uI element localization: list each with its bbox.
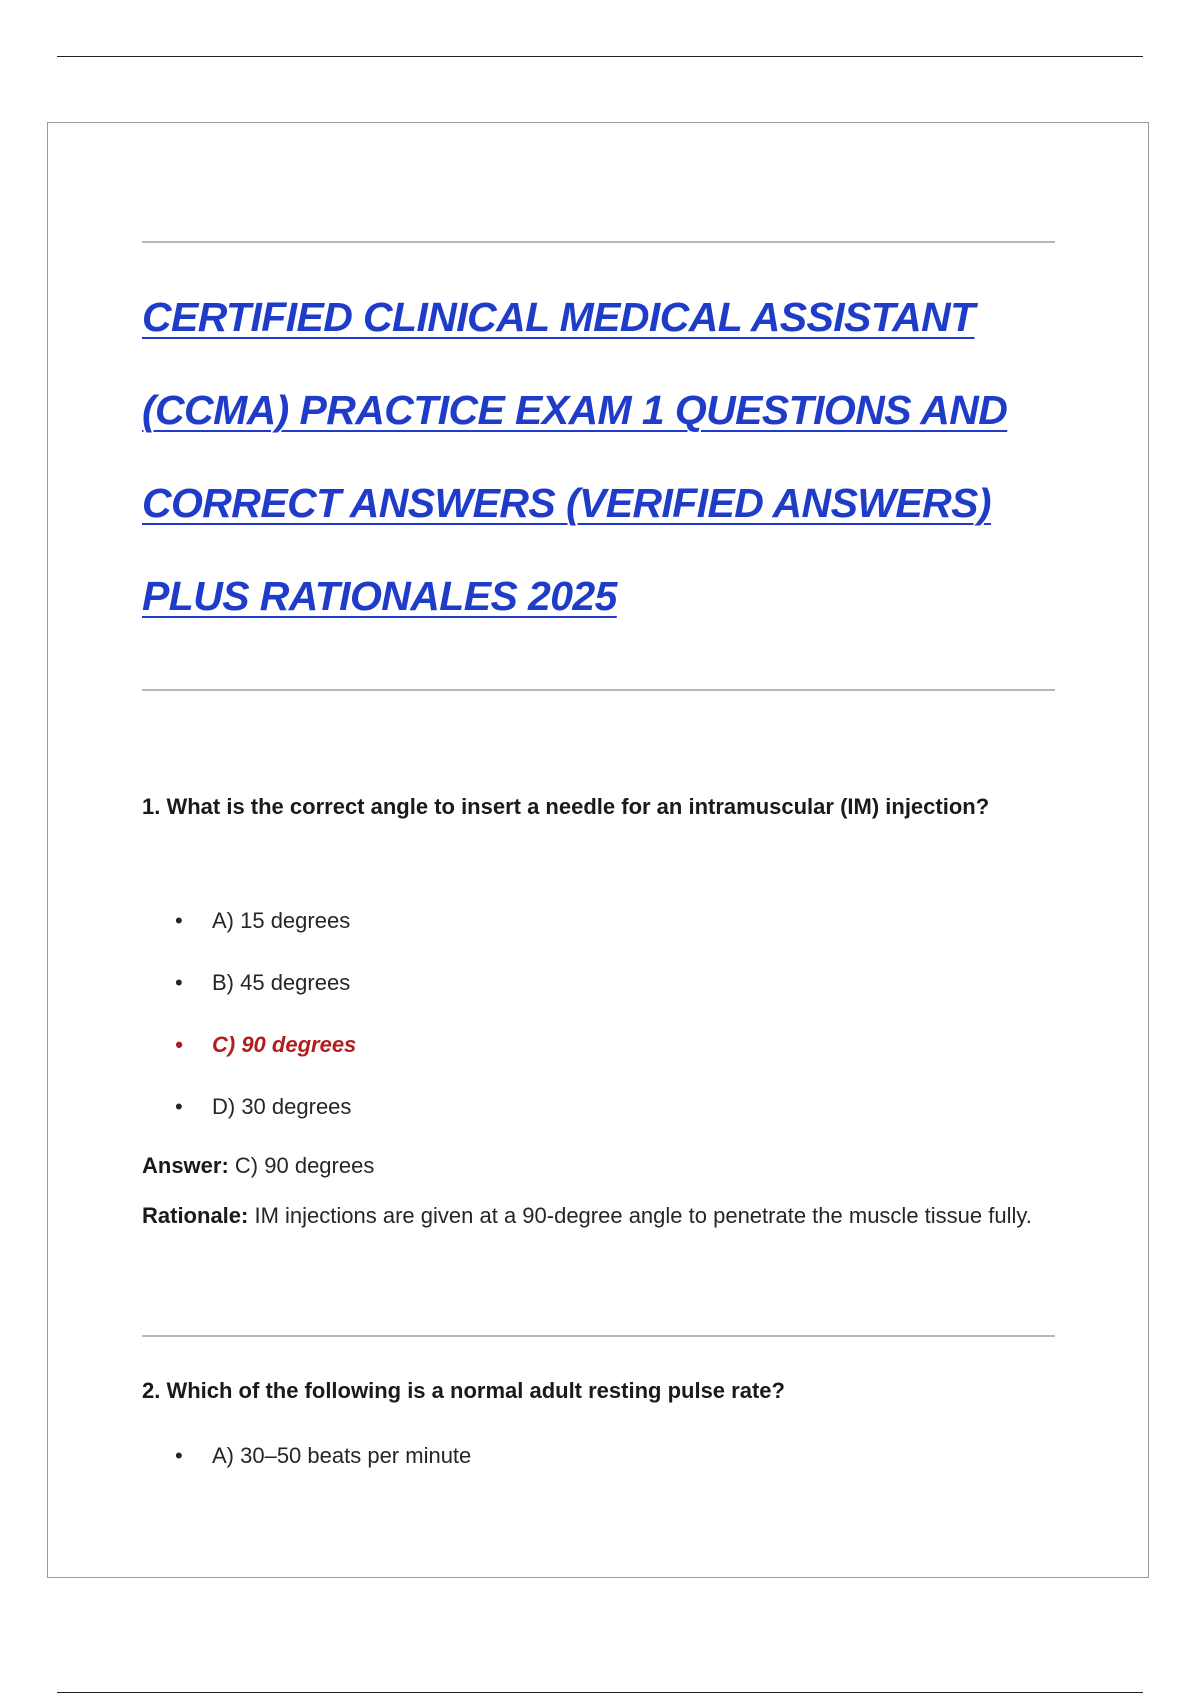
document-frame bbox=[47, 122, 1149, 1578]
document-title: CERTIFIED CLINICAL MEDICAL ASSISTANT (CCMA) PRACTICE EXAM 1 QUESTIONS AND CORRECT ANSWERS (VERIFIED ANSWERS) PLUS RATIONALES 2025 bbox=[142, 294, 1008, 619]
question-2-text: 2. Which of the following is a normal adult resting pulse rate? bbox=[142, 1378, 785, 1403]
question-1-option-c-correct bbox=[142, 1025, 356, 1087]
question-1-options bbox=[142, 901, 356, 1149]
page-top-rule bbox=[57, 56, 1143, 57]
option-label: A) 30–50 beats per minute bbox=[212, 1443, 472, 1468]
bullet-icon: • bbox=[175, 1032, 183, 1057]
bullet-icon: • bbox=[175, 1443, 183, 1468]
rationale-text: IM injections are given at a 90-degree angle to penetrate the muscle tissue fully. bbox=[254, 1203, 1032, 1228]
page-bottom-rule bbox=[57, 1692, 1143, 1693]
rationale-label: Rationale: bbox=[142, 1203, 249, 1228]
question-2-options bbox=[142, 1436, 471, 1498]
title-top-separator bbox=[142, 241, 1055, 243]
question-1-rationale bbox=[142, 1191, 1055, 1241]
question-1-option-a bbox=[142, 901, 356, 963]
question-1-text: 1. What is the correct angle to insert a needle for an intramuscular (IM) injection? bbox=[142, 794, 990, 819]
option-label: D) 30 degrees bbox=[212, 1094, 352, 1119]
question-1-option-b bbox=[142, 963, 356, 1025]
question-2-option-a bbox=[142, 1436, 471, 1498]
answer-label: Answer: bbox=[142, 1153, 229, 1178]
question-1-option-d bbox=[142, 1087, 356, 1149]
option-label: B) 45 degrees bbox=[212, 970, 351, 995]
answer-value: C) 90 degrees bbox=[234, 1153, 375, 1178]
question-separator bbox=[142, 1335, 1055, 1337]
title-bottom-separator bbox=[142, 689, 1055, 691]
option-label: A) 15 degrees bbox=[212, 908, 351, 933]
option-label: C) 90 degrees bbox=[212, 1032, 357, 1057]
bullet-icon: • bbox=[175, 908, 183, 933]
question-1-answer bbox=[142, 1141, 1055, 1191]
bullet-icon: • bbox=[175, 1094, 183, 1119]
bullet-icon: • bbox=[175, 970, 183, 995]
